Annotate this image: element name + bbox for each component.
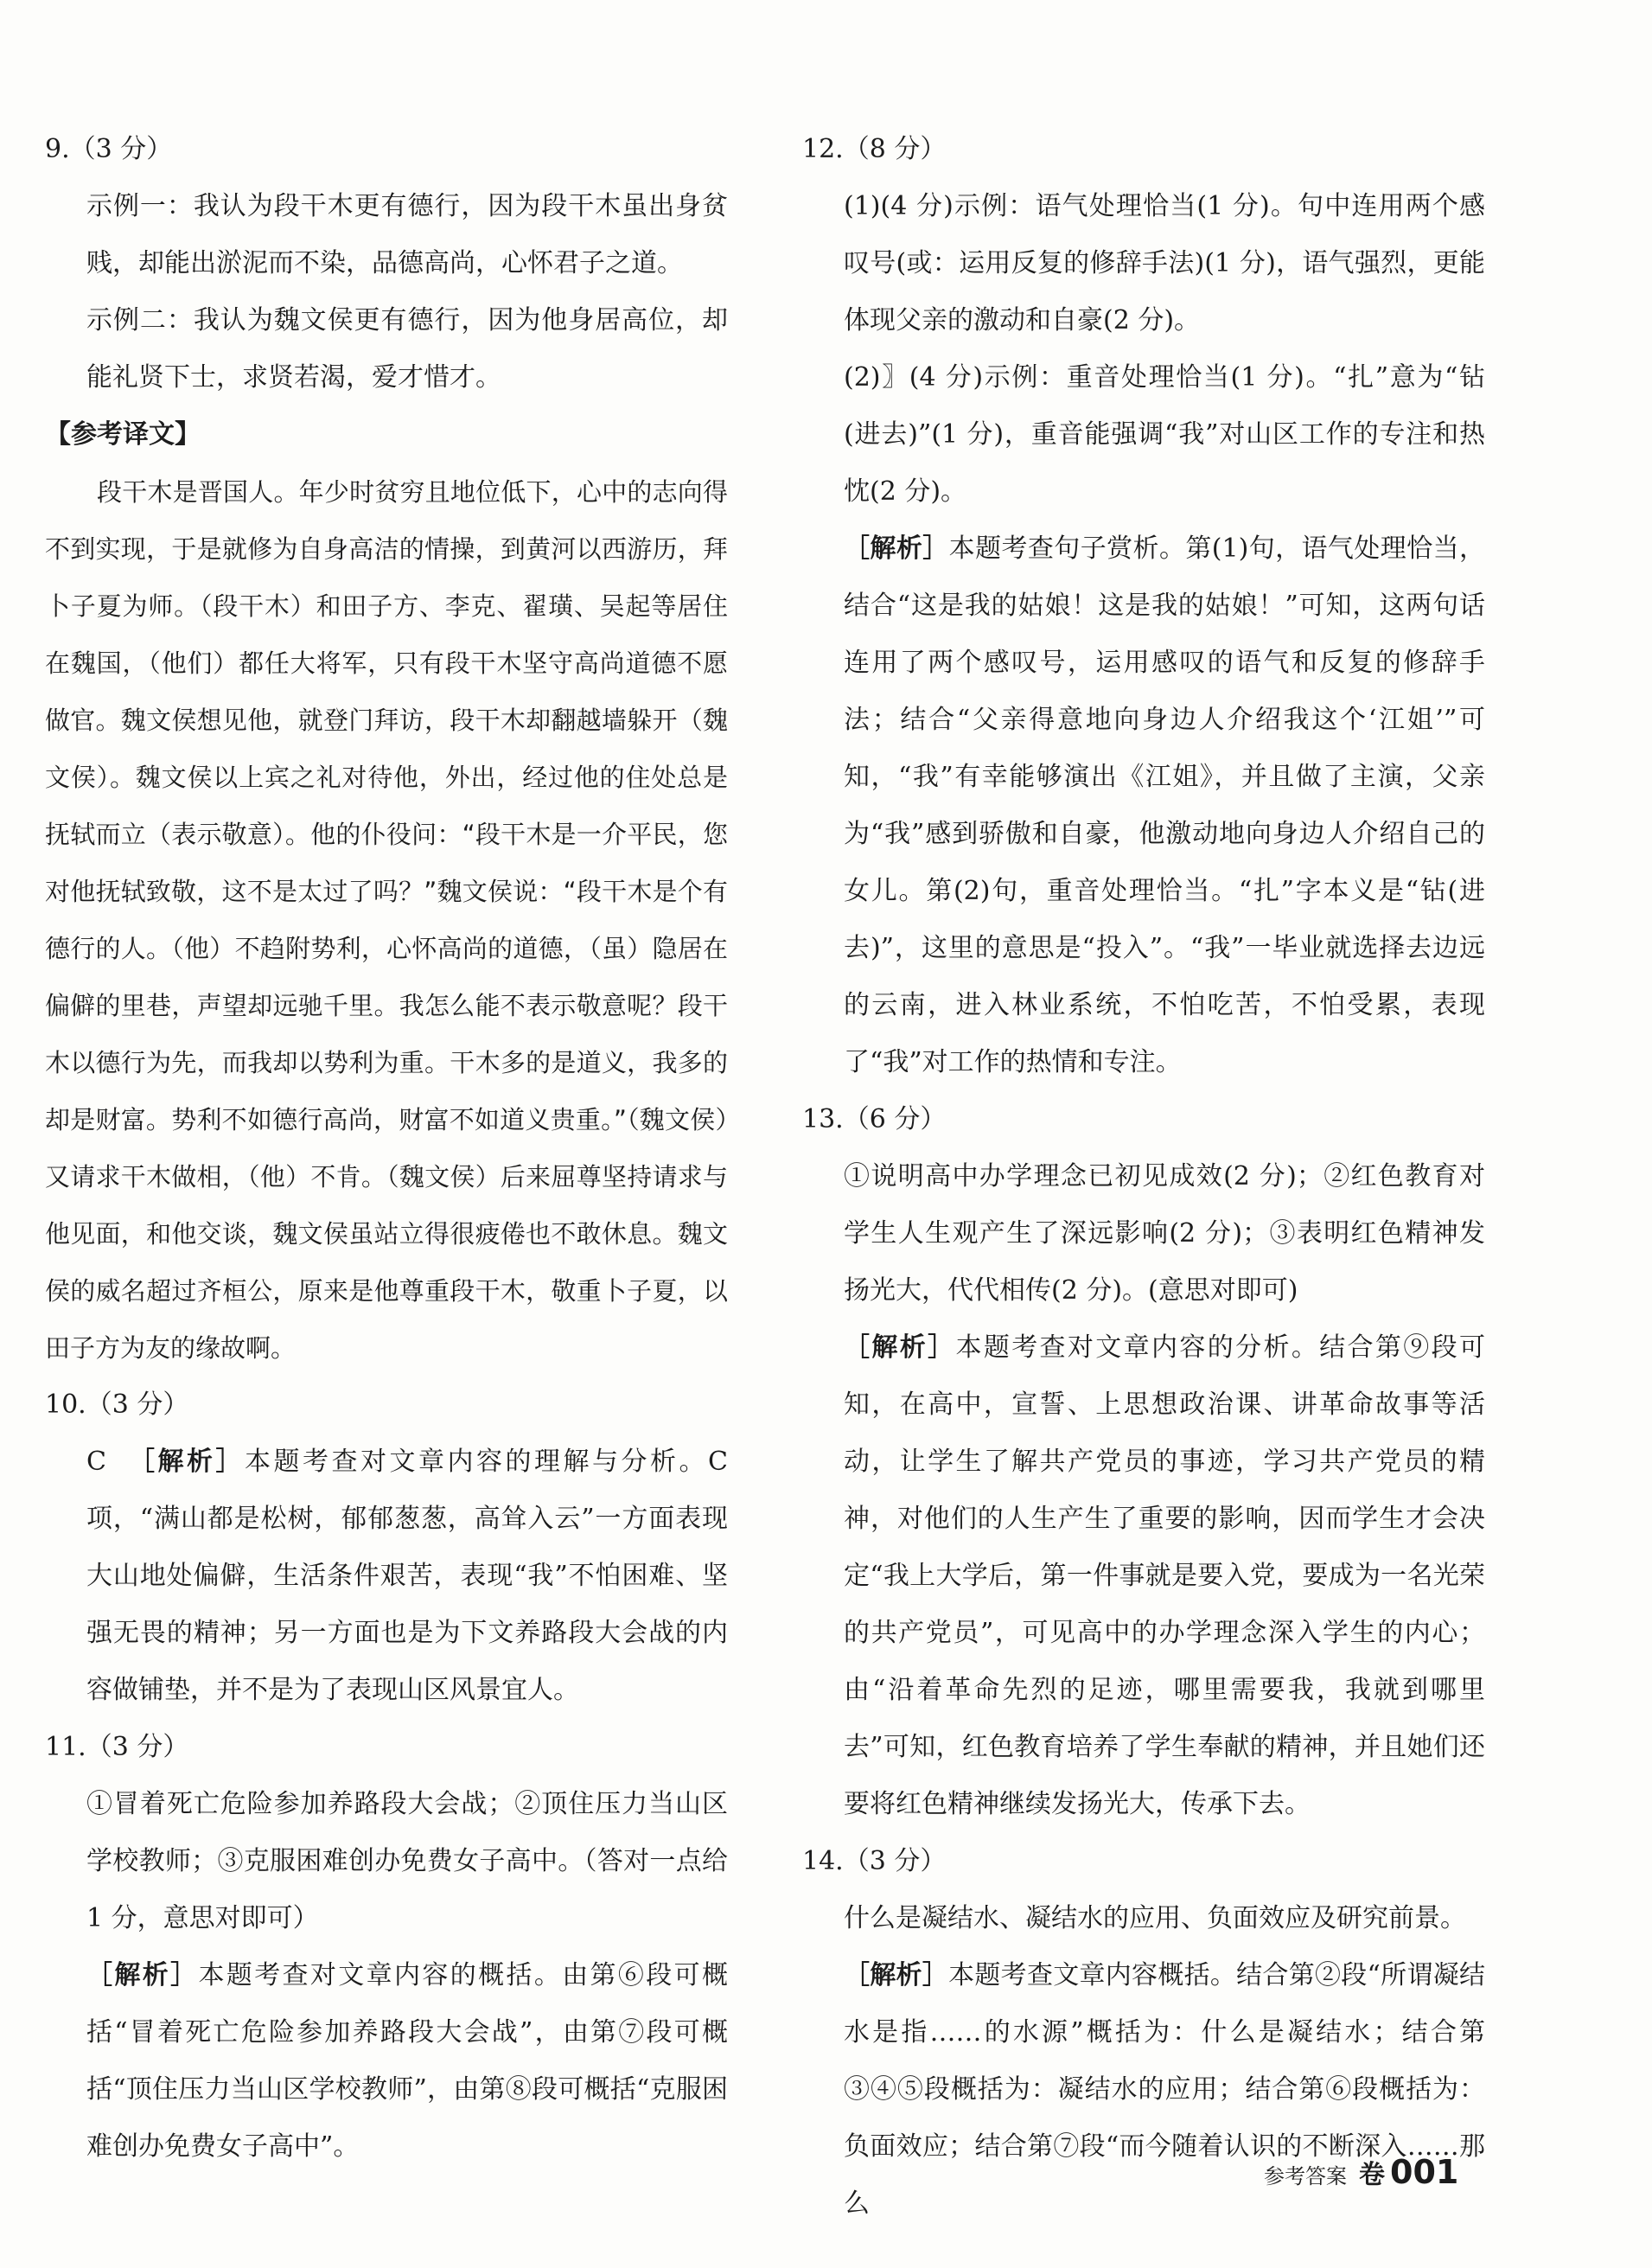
q9-heading: 9.（3 分） [45, 134, 173, 164]
q12-analysis-block [802, 521, 1485, 1091]
q11-answer: ①冒着死亡危险参加养路段大会战；②顶住压力当山区学校教师；③克服困难创办免费女子高中。（答对一点给 1 分，意思对即可） [86, 1789, 728, 1933]
page-number: 001 [1390, 2153, 1459, 2191]
q14-answer: 什么是凝结水、凝结水的应用、负面效应及研究前景。 [844, 1903, 1466, 1933]
translation-title: 【参考译文】 [45, 419, 201, 450]
q10-heading: 10.（3 分） [45, 1390, 189, 1420]
q12-heading: 12.（8 分） [802, 134, 947, 164]
q12-analysis-tag: ［解析］ [844, 533, 949, 564]
q11-analysis-block [45, 1947, 728, 2175]
q10-analysis-tag: ［解析］ [129, 1447, 246, 1477]
q13-analysis-block [802, 1319, 1485, 1833]
q13-heading: 13.（6 分） [802, 1104, 947, 1134]
q13-analysis-tag: ［解析］ [844, 1332, 956, 1363]
right-column [802, 121, 1485, 2233]
page-footer [1264, 2153, 1523, 2191]
q14-heading: 14.（3 分） [802, 1846, 947, 1876]
q11-heading: 11.（3 分） [45, 1732, 189, 1762]
q10-answer: C [86, 1447, 106, 1477]
q13-answer: ①说明高中办学理念已初见成效(2 分)；②红色教育对学生人生观产生了深远影响(2 分)；③表明红色精神发扬光大，代代相传(2 分)。(意思对即可) [844, 1161, 1485, 1306]
footer-volume: 卷 [1359, 2160, 1385, 2190]
q12-part-2: (2)〗(4 分)示例：重音处理恰当(1 分)。“扎”意为“钻(进去)”(1 分)，重音能强调“我”对山区工作的专注和热忱(2 分)。 [844, 362, 1485, 507]
q12-part-1: (1)(4 分)示例：语气处理恰当(1 分)。句中连用两个感叹号(或：运用反复的修辞手法)(1 分)，语气强烈，更能体现父亲的激动和自豪(2 分)。 [844, 191, 1485, 335]
q10-answer-block [45, 1434, 728, 1719]
q12-analysis: 本题考查句子赏析。第(1)句，语气处理恰当，结合“这是我的姑娘！这是我的姑娘！”可知，这两句话连用了两个感叹号，运用感叹的语气和反复的修辞手法；结合“父亲得意地向身边人介绍我这个‘江姐’”可知，“我”有幸能够演出《江姐》，并且做了主演，父亲为“我”感到骄傲和自豪，他激动地向身边人介绍自己的女儿。第(2)句，重音处理恰当。“扎”字本义是“钻(进去)”，这里的意思是“投入”。“我”一毕业就选择去边远的云南，进入林业系统，不怕吃苦，不怕受累，表现了“我”对工作的热情和专注。 [844, 533, 1485, 1077]
q11-analysis-tag: ［解析］ [86, 1960, 199, 1990]
q14-analysis-tag: ［解析］ [844, 1960, 949, 1990]
q10-analysis: 本题考查对文章内容的理解与分析。C项，“满山都是松树，郁郁葱葱，高耸入云”一方面表现大山地处偏僻，生活条件艰苦，表现“我”不怕困难、坚强无畏的精神；另一方面也是为下文养路段大会战的内容做铺垫，并不是为了表现山区风景宜人。 [86, 1447, 728, 1705]
q13-analysis: 本题考查对文章内容的分析。结合第⑨段可知，在高中，宣誓、上思想政治课、讲革命故事等活动，让学生了解共产党员的事迹，学习共产党员的精神，对他们的人生产生了重要的影响，因而学生才会决定“我上大学后，第一件事就是要入党，要成为一名光荣的共产党员”，可见高中的办学理念深入学生的内心；由“沿着革命先烈的足迹，哪里需要我，我就到哪里去”可知，红色教育培养了学生奉献的精神，并且她们还要将红色精神继续发扬光大，传承下去。 [844, 1332, 1486, 1819]
left-column [45, 121, 728, 2175]
q11-analysis: 本题考查对文章内容的概括。由第⑥段可概括“冒着死亡危险参加养路段大会战”，由第⑦段可概括“顶住压力当山区学校教师”，由第⑧段可概括“克服困难创办免费女子高中”。 [86, 1960, 729, 2162]
q9-example-2: 示例二：我认为魏文侯更有德行，因为他身居高位，却能礼贤下士，求贤若渴，爱才惜才。 [86, 305, 728, 393]
q9-example-1: 示例一：我认为段干木更有德行，因为段干木虽出身贫贱，却能出淤泥而不染，品德高尚，心怀君子之道。 [86, 191, 728, 278]
footer-label: 参考答案 [1264, 2164, 1347, 2188]
q14-analysis: 本题考查文章内容概括。结合第②段“所谓凝结水是指……的水源”概括为：什么是凝结水；结合第③④⑤段概括为：凝结水的应用；结合第⑥段概括为：负面效应；结合第⑦段“而今随着认识的不断深入……那么 [844, 1960, 1485, 2219]
translation-body: 段干木是晋国人。年少时贫穷且地位低下，心中的志向得不到实现，于是就修为自身高洁的情操，到黄河以西游历，拜卜子夏为师。（段干木）和田子方、李克、翟璜、吴起等居住在魏国，（他们）都任大将军，只有段干木坚守高尚道德不愿做官。魏文侯想见他，就登门拜访，段干木却翻越墙躲开（魏文侯）。魏文侯以上宾之礼对待他，外出，经过他的住处总是抚轼而立（表示敬意）。他的仆役问：“段干木是一介平民，您对他抚轼致敬，这不是太过了吗？”魏文侯说：“段干木是个有德行的人。（他）不趋附势利，心怀高尚的道德，（虽）隐居在偏僻的里巷，声望却远驰千里。我怎么能不表示敬意呢？段干木以德行为先，而我却以势利为重。干木多的是道义，我多的却是财富。势利不如德行高尚，财富不如道义贵重。”（魏文侯）又请求干木做相，（他）不肯。（魏文侯）后来屈尊坚持请求与他见面，和他交谈，魏文侯虽站立得很疲倦也不敢休息。魏文侯的威名超过齐桓公，原来是他尊重段干木，敬重卜子夏，以田子方为友的缘故啊。 [45, 477, 728, 1363]
